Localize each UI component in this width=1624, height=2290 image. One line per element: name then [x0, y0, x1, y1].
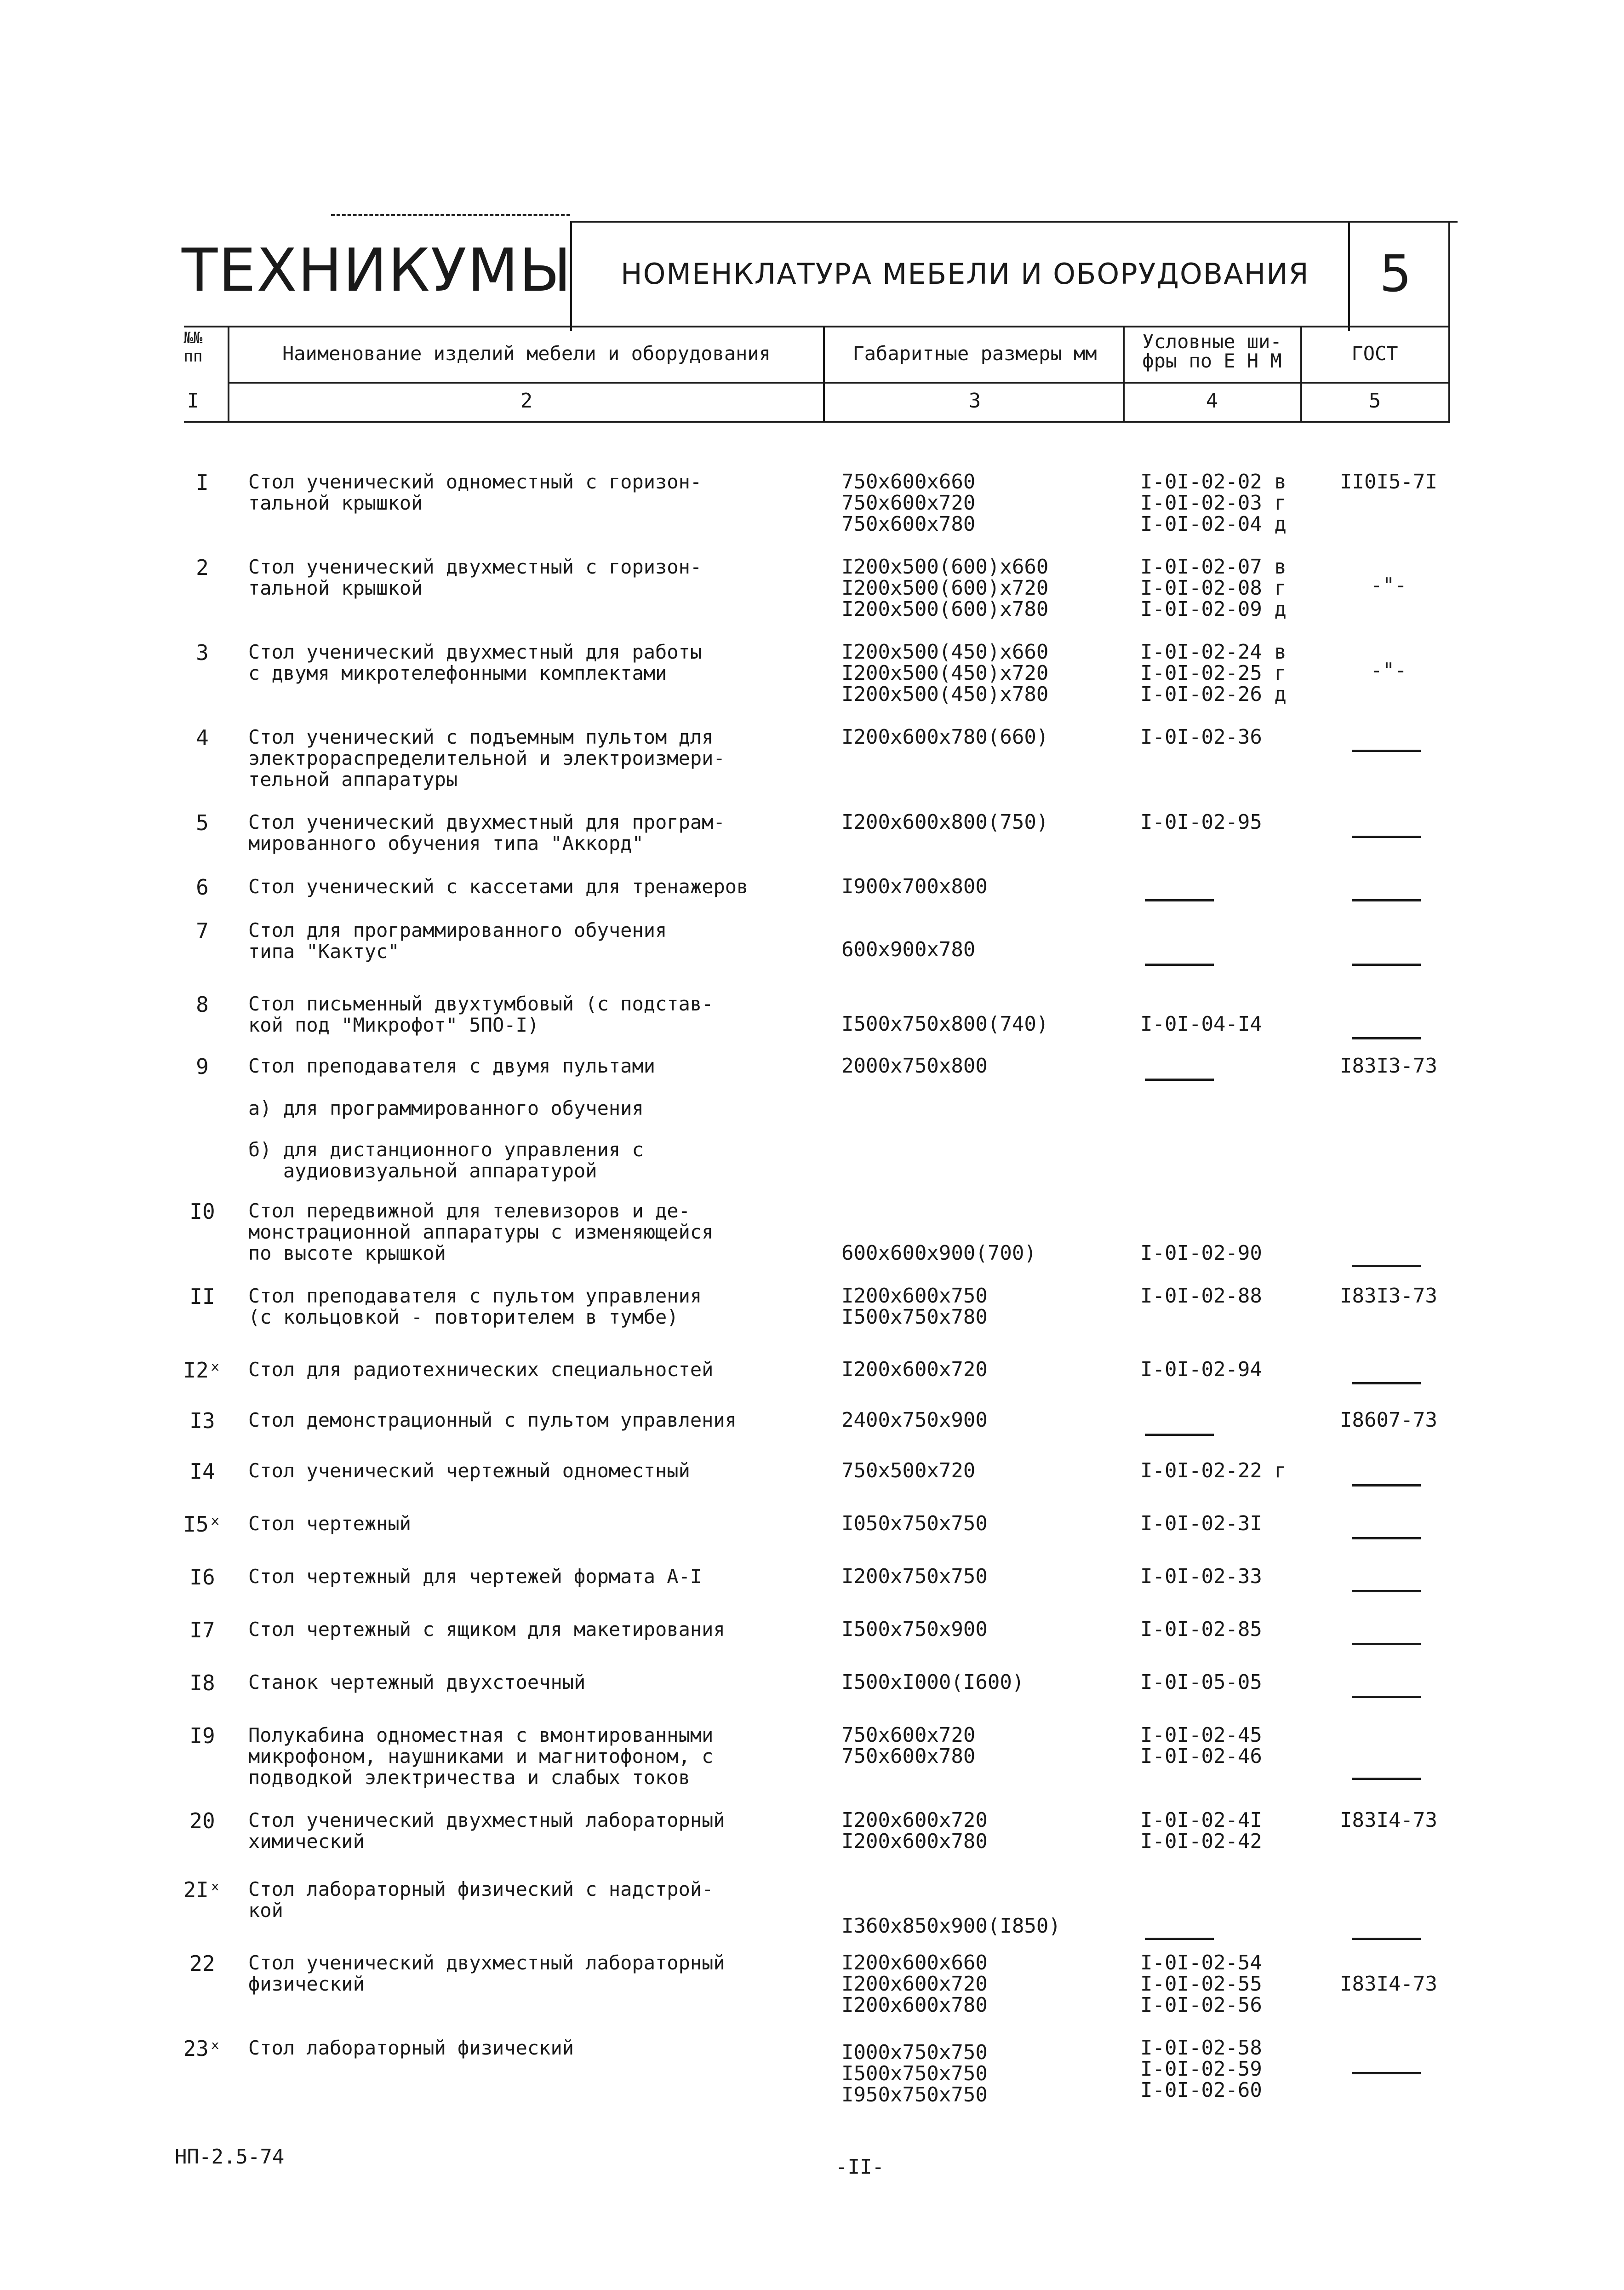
item-sizes: I200x600x660 I200x600x720 I200x600x780	[841, 1951, 988, 2017]
gost-empty-dash	[1352, 1643, 1421, 1645]
gost-empty-dash	[1352, 1938, 1421, 1940]
row-number: I7	[189, 1618, 215, 1642]
row-number: I	[196, 470, 209, 495]
item-sizes: 600x900x780	[841, 938, 976, 961]
item-name: Стол для радиотехнических специальностей	[248, 1358, 714, 1381]
item-sizes: I200x600x780(660)	[841, 725, 1049, 749]
item-code: I-0I-02-4I I-0I-02-42	[1140, 1808, 1262, 1853]
item-code: I-0I-02-88	[1140, 1284, 1262, 1308]
item-sizes: 2400x750x900	[841, 1408, 988, 1432]
code-empty-dash	[1145, 899, 1214, 901]
item-name: Стол ученический двухместный с горизон- тальной крышкой	[248, 556, 702, 599]
header-row-divider	[228, 382, 1450, 384]
item-name: Стол чертежный для чертежей формата А-I	[248, 1565, 702, 1588]
item-name: Стол преподавателя с пультом управления (с кольцовкой - повторителем в тумбе)	[248, 1285, 702, 1328]
item-gost: -"-	[1370, 659, 1407, 682]
num-header-line1: №№	[183, 329, 203, 347]
item-subitem-a: а) для программированного обучения	[248, 1097, 644, 1119]
item-gost: I83I3-73	[1340, 1284, 1437, 1308]
item-sizes: 600x600x900(700)	[841, 1241, 1036, 1265]
item-sizes: I500x750x800(740)	[841, 1012, 1049, 1036]
gost-empty-dash	[1352, 899, 1421, 901]
row-number: 22	[189, 1951, 215, 1976]
item-name: Стол письменный двухтумбовый (с подстав- кой под "Микрофот" 5ПО-I)	[248, 993, 714, 1036]
row-number: 9	[196, 1054, 209, 1079]
item-name: Стол преподавателя с двумя пультами	[248, 1055, 656, 1077]
col-number-3: 3	[968, 389, 981, 413]
item-sizes: 750x600x720 750x600x780	[841, 1723, 976, 1768]
row-number: 8	[196, 992, 209, 1017]
section-title: ТЕХНИКУМЫ	[182, 236, 572, 305]
gost-empty-dash	[1352, 1037, 1421, 1039]
item-name: Стол ученический двухместный для програм- мированного обучения типа "Аккорд"	[248, 811, 725, 855]
item-sizes: I200x750x750	[841, 1565, 988, 1588]
item-code: I-0I-05-05	[1140, 1670, 1262, 1694]
code-empty-dash	[1145, 1079, 1214, 1081]
gost-empty-dash	[1352, 750, 1421, 752]
item-sizes: I360x850x900(I850)	[841, 1914, 1061, 1938]
item-sizes: I200x500(600)x660 I200x500(600)x720 I200x500(600)x780	[841, 555, 1049, 621]
item-sizes: 750x600x660 750x600x720 750x600x780	[841, 470, 976, 536]
gost-empty-dash	[1352, 1590, 1421, 1592]
item-name: Стол ученический двухместный для работы с двумя микротелефонными комплектами	[248, 641, 702, 684]
item-code: I-0I-02-45 I-0I-02-46	[1140, 1723, 1262, 1768]
col-number-4: 4	[1206, 389, 1218, 413]
item-code: I-0I-02-24 в I-0I-02-25 г I-0I-02-26 д	[1140, 640, 1287, 706]
code-header-line1: Условные ши-	[1142, 330, 1282, 353]
code-header-line2: фры по Е Н М	[1142, 350, 1282, 372]
item-name: Стол ученический двухместный лабораторный физический	[248, 1951, 725, 1995]
item-name: Стол ученический с кассетами для тренажеров	[248, 875, 749, 898]
item-name: Стол демонстрационный с пультом управления	[248, 1409, 737, 1431]
item-code: I-0I-02-36	[1140, 725, 1262, 749]
item-gost: II0I5-7I	[1340, 470, 1437, 494]
row-number: 2Iˣ	[183, 1877, 222, 1902]
document-title: НОМЕНКЛАТУРА МЕБЕЛИ И ОБОРУДОВАНИЯ	[621, 257, 1309, 291]
num-header-line2: пп	[183, 347, 203, 366]
row-number: 3	[196, 640, 209, 665]
item-sizes: I000x750x750 I500x750x750 I950x750x750	[841, 2041, 988, 2106]
item-subitem-b: б) для дистанционного управления с аудиовизуальной аппаратурой	[248, 1138, 644, 1182]
item-sizes: I200x500(450)x660 I200x500(450)x720 I200x500(450)x780	[841, 640, 1049, 706]
row-number: 6	[196, 875, 209, 900]
item-gost: I83I4-73	[1340, 1808, 1437, 1832]
item-name: Стол ученический чертежный одноместный	[248, 1459, 690, 1482]
item-code: I-0I-02-58 I-0I-02-59 I-0I-02-60	[1140, 2036, 1262, 2102]
row-number: I0	[189, 1199, 215, 1224]
row-number: I3	[189, 1408, 215, 1433]
row-number: 7	[196, 918, 209, 943]
gost-empty-dash	[1352, 2072, 1421, 2074]
item-name: Стол лабораторный физический	[248, 2037, 574, 2059]
item-sizes: I900x700x800	[841, 875, 988, 898]
item-name: Полукабина одноместная с вмонтированными микрофоном, наушниками и магнитофоном, с подводкой электричества и слабых токов	[248, 1724, 714, 1789]
item-name: Стол для программированного обучения типа "Кактус"	[248, 919, 667, 963]
item-name: Стол лабораторный физический с надстрой- кой	[248, 1878, 714, 1922]
item-code: I-0I-02-95	[1140, 810, 1262, 834]
item-code: I-0I-02-54 I-0I-02-55 I-0I-02-56	[1140, 1951, 1262, 2017]
col-divider-1	[228, 326, 229, 422]
sheet-number: 5	[1379, 244, 1412, 303]
row-number: 20	[189, 1808, 215, 1833]
row-number: I4	[189, 1459, 215, 1484]
gost-empty-dash	[1352, 1265, 1421, 1267]
item-name: Стол чертежный	[248, 1512, 412, 1535]
gost-empty-dash	[1352, 1382, 1421, 1384]
item-name: Стол ученический с подъемным пультом для электрораспределительной и электроизмери- тельной аппаратуры	[248, 726, 725, 791]
item-code: I-0I-02-3I	[1140, 1512, 1262, 1535]
row-number: I9	[189, 1723, 215, 1748]
gost-empty-dash	[1352, 964, 1421, 966]
gost-empty-dash	[1352, 1778, 1421, 1780]
title-top-rule	[570, 221, 1458, 223]
item-code: I-0I-02-94	[1140, 1358, 1262, 1381]
row-number: I5ˣ	[183, 1512, 222, 1537]
item-sizes: I200x600x720 I200x600x780	[841, 1808, 988, 1853]
item-sizes: I500x750x900	[841, 1618, 988, 1641]
num-header	[166, 329, 221, 366]
gost-empty-dash	[1352, 1484, 1421, 1486]
page-number: -II-	[835, 2155, 884, 2179]
name-header: Наименование изделий мебели и оборудования	[282, 342, 771, 365]
item-sizes: 2000x750x800	[841, 1054, 988, 1078]
item-code: I-0I-02-02 в I-0I-02-03 г I-0I-02-04 д	[1140, 470, 1287, 536]
col-number-2: 2	[520, 389, 533, 413]
title-bottom-rule	[184, 326, 1450, 327]
item-code: I-0I-02-07 в I-0I-02-08 г I-0I-02-09 д	[1140, 555, 1287, 621]
item-code: I-0I-02-85	[1140, 1618, 1262, 1641]
gost-empty-dash	[1352, 1696, 1421, 1698]
size-header: Габаритные размеры мм	[852, 342, 1097, 365]
item-sizes: I200x600x720	[841, 1358, 988, 1381]
footer-doc-code: НП-2.5-74	[175, 2145, 285, 2169]
item-name: Стол ученический одноместный с горизон- тальной крышкой	[248, 471, 702, 514]
table-right-border	[1448, 221, 1450, 423]
code-empty-dash	[1145, 1434, 1214, 1436]
row-number: II	[189, 1284, 215, 1309]
col-divider-2	[823, 326, 825, 422]
item-gost: -"-	[1370, 574, 1407, 597]
item-code: I-0I-04-I4	[1140, 1012, 1262, 1036]
title-top-dashline	[331, 214, 570, 216]
title-divider-right	[1348, 221, 1350, 331]
row-number: I8	[189, 1670, 215, 1695]
row-number: I6	[189, 1565, 215, 1590]
row-number: I2ˣ	[183, 1358, 222, 1383]
item-sizes: I200x600x750 I500x750x780	[841, 1284, 988, 1329]
col-number-5: 5	[1368, 389, 1381, 413]
item-sizes: I200x600x800(750)	[841, 810, 1049, 834]
row-number: 4	[196, 725, 209, 750]
code-empty-dash	[1145, 964, 1214, 966]
row-number: 23ˣ	[183, 2036, 222, 2061]
row-number: 2	[196, 555, 209, 580]
gost-header: ГОСТ	[1351, 342, 1398, 365]
item-code: I-0I-02-33	[1140, 1565, 1262, 1588]
col-number-1: I	[187, 389, 200, 413]
item-name: Станок чертежный двухстоечный	[248, 1671, 586, 1693]
gost-empty-dash	[1352, 1537, 1421, 1539]
item-gost: I83I3-73	[1340, 1054, 1437, 1078]
item-name: Стол чертежный с ящиком для макетирования	[248, 1618, 725, 1641]
item-sizes: I050x750x750	[841, 1512, 988, 1535]
gost-empty-dash	[1352, 836, 1421, 838]
item-code: I-0I-02-22 г	[1140, 1459, 1287, 1482]
item-name: Стол передвижной для телевизоров и де- монстрационной аппаратуры с изменяющейся по высоте крышкой	[248, 1200, 714, 1264]
code-empty-dash	[1145, 1938, 1214, 1940]
item-name: Стол ученический двухместный лабораторный химический	[248, 1809, 725, 1853]
code-header	[1125, 332, 1299, 371]
item-gost: I8607-73	[1340, 1408, 1437, 1432]
item-code: I-0I-02-90	[1140, 1241, 1262, 1265]
header-bottom-rule	[184, 421, 1450, 423]
item-sizes: I500xI000(I600)	[841, 1670, 1024, 1694]
row-number: 5	[196, 810, 209, 835]
item-gost: I83I4-73	[1340, 1972, 1437, 1996]
item-sizes: 750x500x720	[841, 1459, 976, 1482]
